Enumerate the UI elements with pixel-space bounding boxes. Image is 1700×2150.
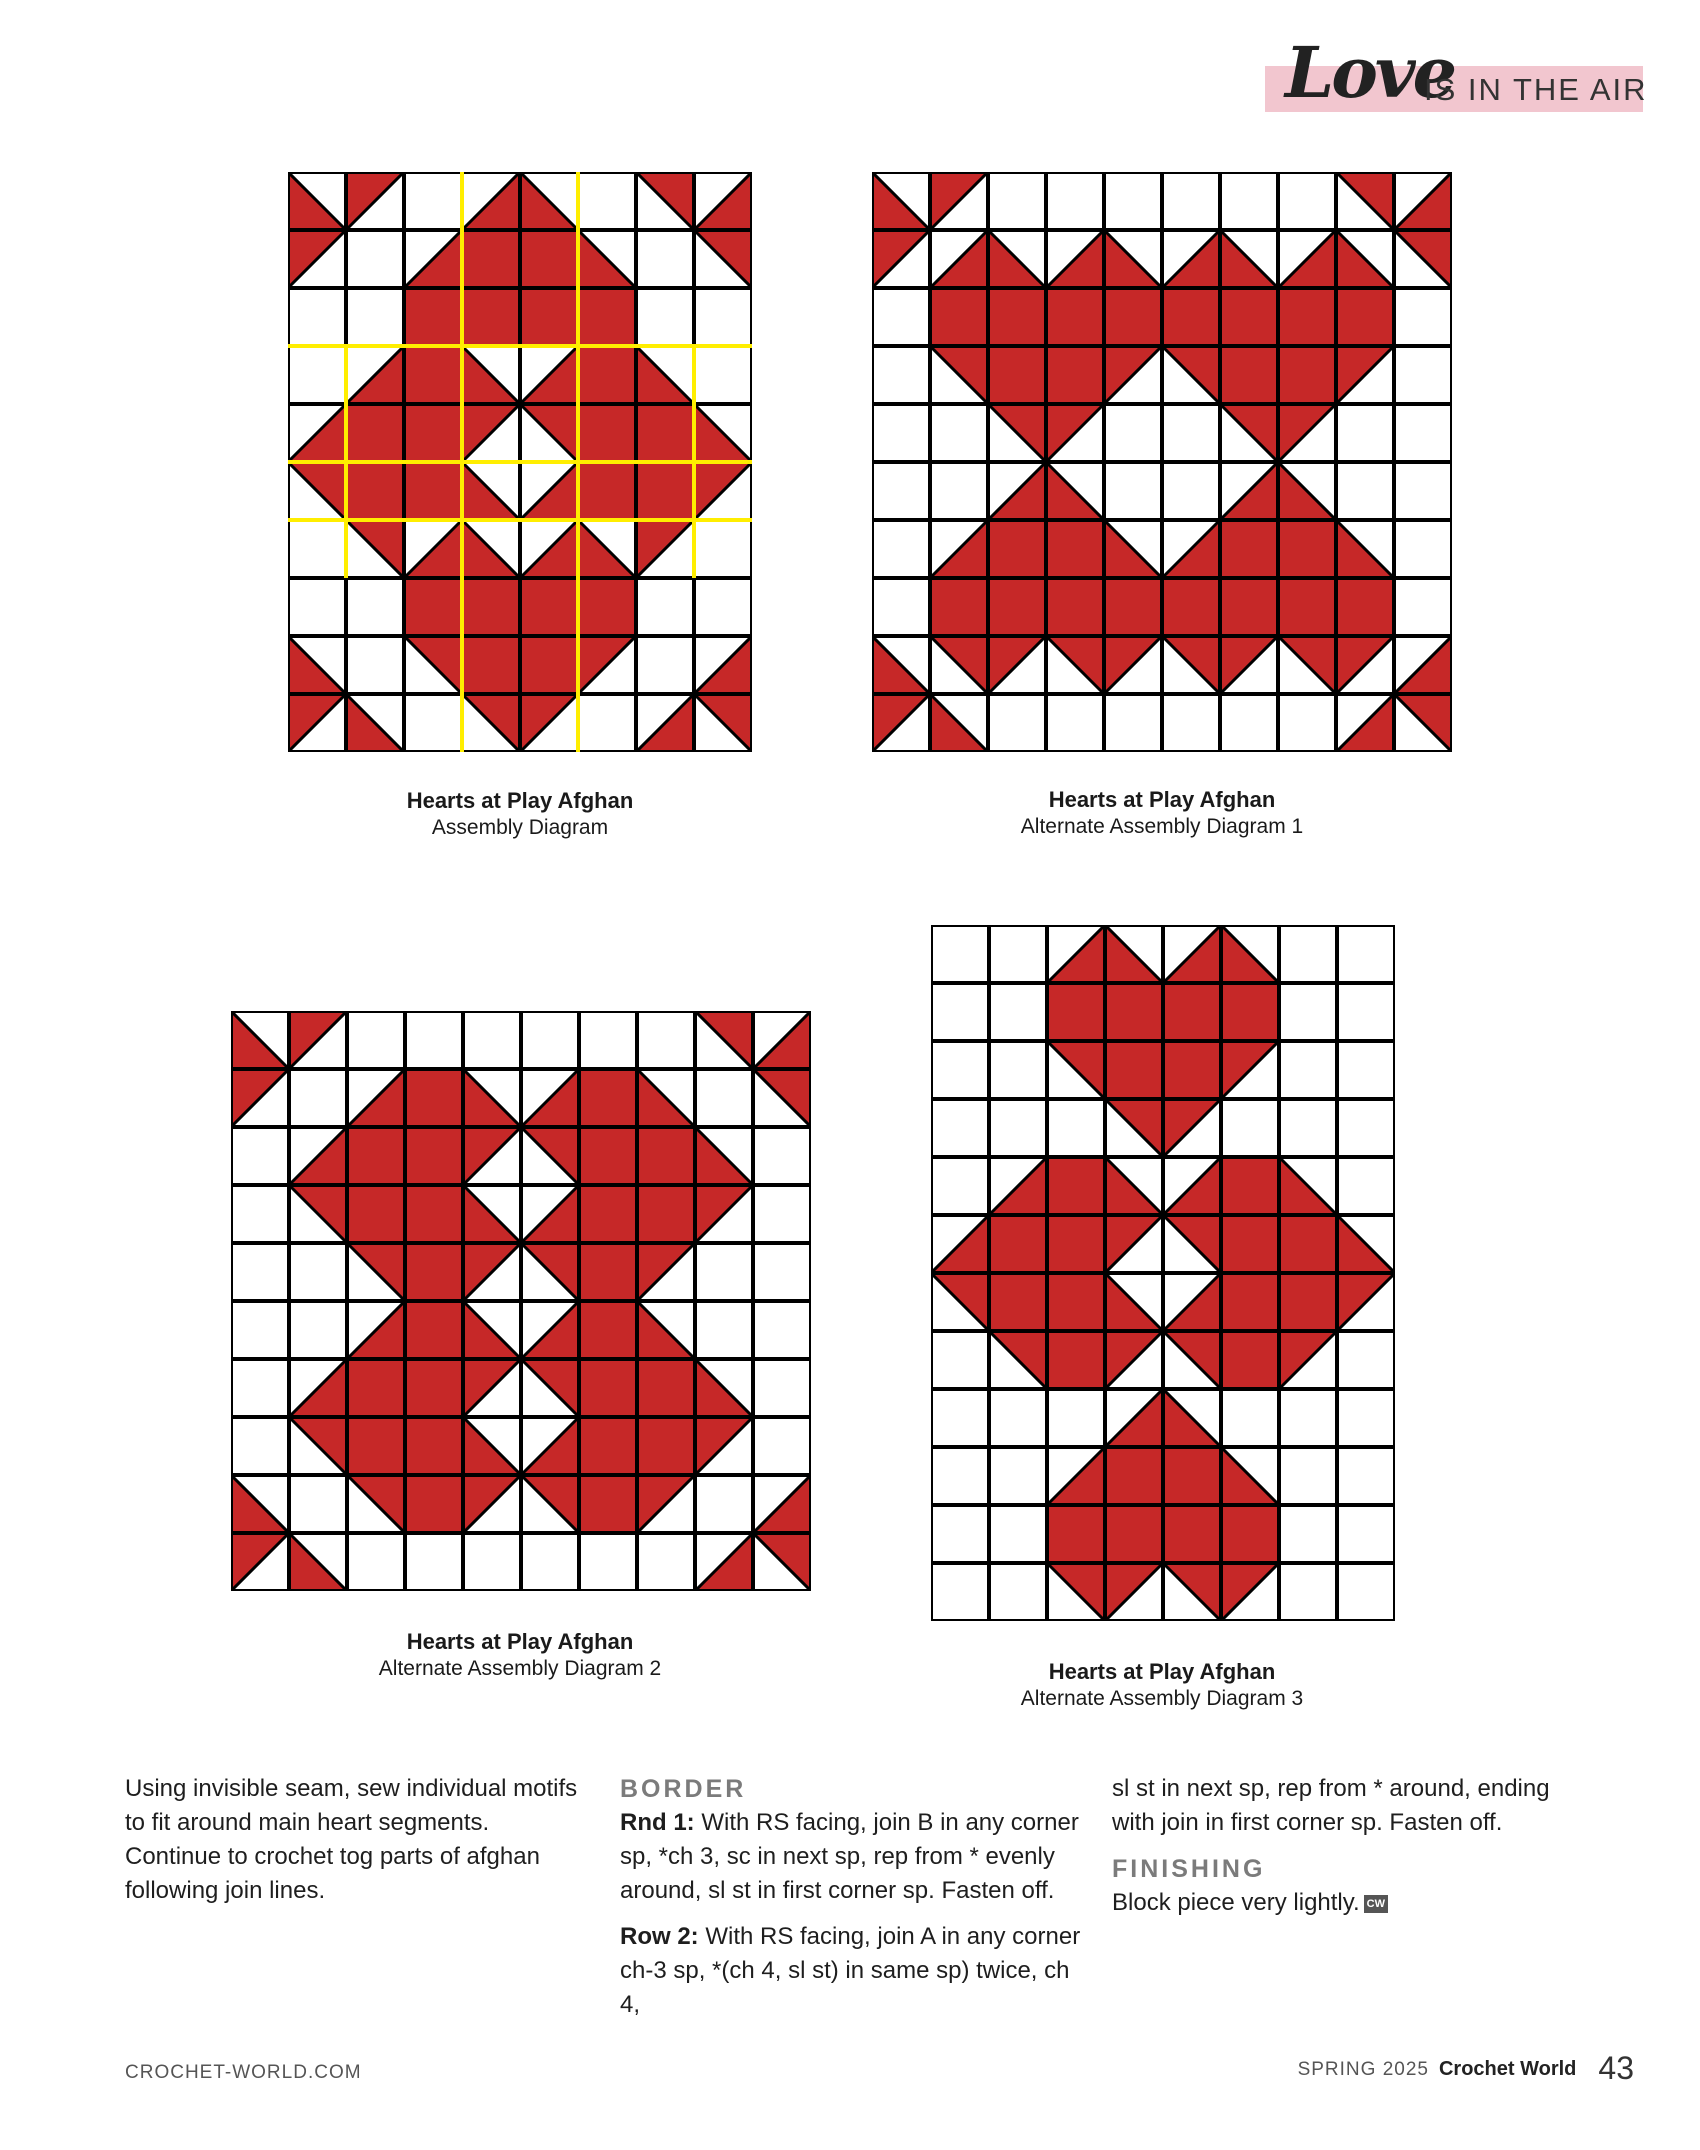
red-square [1278,520,1336,578]
red-square [1163,1447,1221,1505]
red-square [1104,578,1162,636]
red-square [520,636,578,694]
red-square [636,404,694,462]
red-square [404,578,462,636]
red-square [1279,1215,1337,1273]
red-square [520,578,578,636]
red-square [462,636,520,694]
red-square [1336,578,1394,636]
red-square [1047,1331,1105,1389]
finishing-heading: FINISHING [1112,1855,1266,1883]
red-square [579,1185,637,1243]
red-square [346,462,404,520]
header-tag-text: IS IN THE AIR [1424,72,1648,107]
intro-paragraph: Using invisible seam, sew individual motifs to fit around main heart segments. Continue to crochet tog parts of afghan following join lines. [125,1775,578,1904]
red-square [1046,346,1104,404]
red-square [1047,983,1105,1041]
red-square [578,346,636,404]
red-square [1279,1273,1337,1331]
red-square [405,1475,463,1533]
red-square [579,1069,637,1127]
red-square [405,1127,463,1185]
red-square [579,1417,637,1475]
red-square [989,1215,1047,1273]
row2-paragraph [620,1920,1090,2022]
red-square [578,578,636,636]
red-square [1047,1505,1105,1563]
red-square [637,1185,695,1243]
red-square [1105,1041,1163,1099]
row2-label: Row 2: [620,1923,699,1950]
caption-alternate-1 [962,786,1362,840]
red-square [578,462,636,520]
red-square [578,404,636,462]
red-square [405,1185,463,1243]
red-square [462,230,520,288]
red-square [637,1359,695,1417]
caption-alternate-3 [962,1658,1362,1712]
text-column-2 [620,1772,1090,2034]
red-square [579,1475,637,1533]
red-square [347,1127,405,1185]
red-square [1163,1041,1221,1099]
red-square [1221,1215,1279,1273]
finishing-paragraph [1112,1886,1582,1920]
rnd1-text: With RS facing, join B in any corner sp, *ch 3, sc in next sp, rep from * evenly around, sl st in first corner sp. Fasten off. [620,1809,1079,1904]
page-number: 43 [1598,2050,1634,2086]
red-square [1220,578,1278,636]
red-square [579,1127,637,1185]
red-square [347,1185,405,1243]
footer-issue [1298,2050,1634,2087]
red-square [988,520,1046,578]
alternate-assembly-diagram-1 [872,172,1452,752]
red-square [988,578,1046,636]
red-square [1105,983,1163,1041]
red-square [1221,1157,1279,1215]
red-square [1278,346,1336,404]
footer-site: CROCHET-WORLD.COM [125,2062,362,2083]
red-square [1278,288,1336,346]
red-square [1221,1331,1279,1389]
alternate-assembly-diagram-2 [231,1011,811,1591]
red-square [346,404,404,462]
red-square [405,1301,463,1359]
red-square [405,1243,463,1301]
caption-title: Hearts at Play Afghan [406,788,634,813]
red-square [462,578,520,636]
assembly-diagram [288,172,752,752]
caption-title: Hearts at Play Afghan [1048,787,1276,812]
red-square [1221,1505,1279,1563]
red-square [520,230,578,288]
red-square [1220,288,1278,346]
red-square [988,346,1046,404]
red-square [1046,520,1104,578]
caption-subtitle: Assembly Diagram [431,816,609,839]
caption-subtitle: Alternate Assembly Diagram 1 [1020,815,1304,838]
red-square [405,1069,463,1127]
red-square [988,288,1046,346]
row2-continued: sl st in next sp, rep from * around, ending with join in first corner sp. Fasten off. [1112,1775,1550,1836]
red-square [404,288,462,346]
red-square [579,1243,637,1301]
border-heading: BORDER [620,1775,747,1803]
caption-title: Hearts at Play Afghan [406,1629,634,1654]
red-square [520,288,578,346]
red-square [1220,346,1278,404]
red-square [1221,1273,1279,1331]
red-square [1047,1157,1105,1215]
red-square [579,1301,637,1359]
text-column-3 [1112,1772,1582,1932]
red-square [1162,288,1220,346]
red-square [579,1359,637,1417]
cw-end-badge: CW [1364,1895,1388,1913]
footer-magazine: Crochet World [1438,2058,1577,2080]
red-square [405,1359,463,1417]
header-love-script: Love [1285,31,1455,114]
red-square [1105,1447,1163,1505]
red-square [1220,520,1278,578]
red-square [462,288,520,346]
caption-subtitle: Alternate Assembly Diagram 2 [378,1657,662,1680]
red-square [1278,578,1336,636]
footer-issue-date: SPRING 2025 [1297,2059,1429,2080]
caption-title: Hearts at Play Afghan [1048,1659,1276,1684]
red-square [989,1273,1047,1331]
red-square [637,1127,695,1185]
red-square [930,288,988,346]
red-square [1105,1505,1163,1563]
caption-alternate-2 [320,1628,720,1682]
finishing-text: Block piece very lightly. [1112,1889,1360,1916]
red-square [347,1417,405,1475]
red-square [636,462,694,520]
red-square [1047,1215,1105,1273]
red-square [404,404,462,462]
red-square [1162,578,1220,636]
red-square [1046,578,1104,636]
red-square [1163,983,1221,1041]
red-square [404,346,462,404]
red-square [578,288,636,346]
red-square [930,578,988,636]
red-square [637,1417,695,1475]
caption-subtitle: Alternate Assembly Diagram 3 [1020,1687,1304,1710]
red-square [347,1359,405,1417]
red-square [1047,1273,1105,1331]
red-square [1104,288,1162,346]
red-square [1336,288,1394,346]
alternate-assembly-diagram-3 [931,925,1395,1621]
rnd1-label: Rnd 1: [620,1809,695,1836]
row2-text: With RS facing, join A in any corner ch-3 sp, *(ch 4, sl st) in same sp) twice, ch 4, [620,1923,1081,2018]
rnd1-paragraph [620,1806,1090,1908]
red-square [1163,1505,1221,1563]
red-square [1221,983,1279,1041]
text-column-1 [125,1772,585,1920]
caption-assembly [320,787,720,841]
red-square [404,462,462,520]
red-square [1046,288,1104,346]
red-square [405,1417,463,1475]
